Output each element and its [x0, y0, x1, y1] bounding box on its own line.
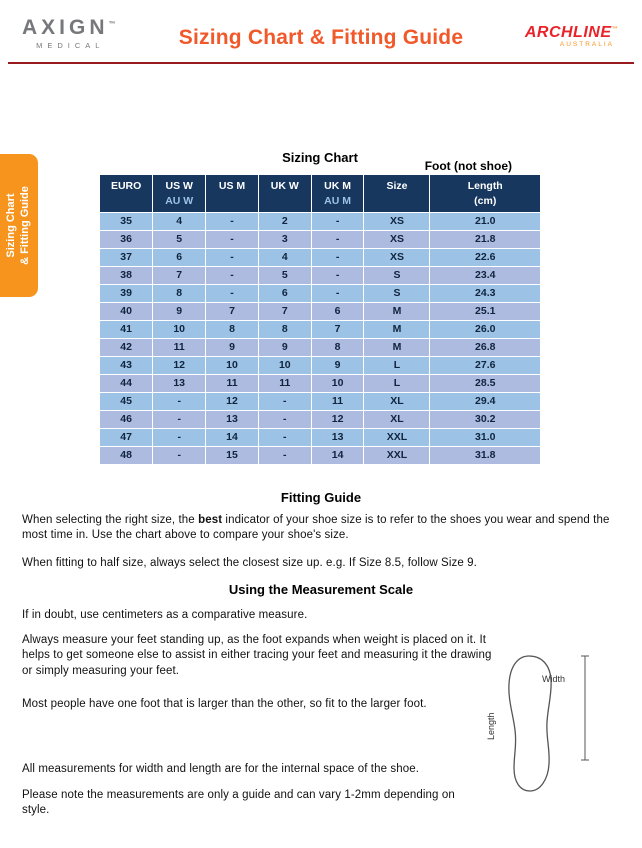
table-cell: XXL: [364, 446, 430, 464]
table-cell: XL: [364, 392, 430, 410]
table-cell: 9: [206, 338, 259, 356]
axign-logo-sub: MEDICAL: [36, 41, 105, 50]
table-cell: 15: [206, 446, 259, 464]
column-header-euro: EURO: [100, 175, 153, 212]
table-cell: 12: [153, 356, 206, 374]
sizing-chart-section: [100, 150, 540, 464]
table-cell: XS: [364, 248, 430, 266]
table-cell: 47: [100, 428, 153, 446]
table-cell: 26.8: [430, 338, 540, 356]
table-row: [100, 302, 540, 320]
table-cell: -: [206, 212, 259, 230]
side-tab: [0, 154, 38, 297]
measurement-paragraph-3: Most people have one foot that is larger than the other, so fit to the larger foot.: [22, 698, 427, 710]
measurement-paragraph-1: If in doubt, use centimeters as a comparative measure.: [22, 609, 308, 621]
table-cell: 4: [258, 248, 311, 266]
table-cell: 13: [153, 374, 206, 392]
table-cell: 5: [258, 266, 311, 284]
table-cell: XXL: [364, 428, 430, 446]
table-cell: -: [206, 248, 259, 266]
table-cell: 7: [206, 302, 259, 320]
column-header-length: Length (cm): [430, 175, 540, 212]
table-cell: 14: [311, 446, 364, 464]
table-cell: -: [206, 266, 259, 284]
table-cell: -: [206, 284, 259, 302]
table-cell: 38: [100, 266, 153, 284]
axign-logo-text: AXIGN: [22, 16, 109, 39]
table-row: [100, 266, 540, 284]
table-cell: 39: [100, 284, 153, 302]
sizing-chart-head: [100, 150, 540, 175]
table-cell: -: [311, 266, 364, 284]
table-cell: 12: [206, 392, 259, 410]
table-cell: -: [206, 230, 259, 248]
table-cell: M: [364, 320, 430, 338]
width-label: Width: [542, 674, 566, 684]
table-cell: 8: [311, 338, 364, 356]
table-cell: 35: [100, 212, 153, 230]
table-cell: 28.5: [430, 374, 540, 392]
table-cell: 43: [100, 356, 153, 374]
table-cell: L: [364, 356, 430, 374]
table-cell: 44: [100, 374, 153, 392]
header-divider: [8, 62, 634, 64]
table-cell: 2: [258, 212, 311, 230]
table-cell: 6: [153, 248, 206, 266]
table-cell: 10: [206, 356, 259, 374]
table-cell: 42: [100, 338, 153, 356]
table-cell: 24.3: [430, 284, 540, 302]
table-cell: 4: [153, 212, 206, 230]
table-cell: 9: [153, 302, 206, 320]
side-tab-label: [0, 154, 38, 297]
table-cell: 3: [258, 230, 311, 248]
table-cell: 45: [100, 392, 153, 410]
sizing-table-body: [100, 212, 540, 464]
table-row: [100, 410, 540, 428]
table-cell: 14: [206, 428, 259, 446]
column-header-uk-m: UK M AU M: [311, 175, 364, 212]
length-label: Length: [486, 712, 496, 740]
table-cell: -: [258, 410, 311, 428]
archline-logo-text: ARCHLINE: [524, 24, 612, 41]
table-cell: -: [153, 446, 206, 464]
table-cell: 41: [100, 320, 153, 338]
table-cell: -: [153, 410, 206, 428]
table-row: [100, 212, 540, 230]
table-row: [100, 248, 540, 266]
sizing-chart-table: [100, 175, 540, 464]
table-cell: 10: [258, 356, 311, 374]
table-cell: 8: [206, 320, 259, 338]
table-cell: 37: [100, 248, 153, 266]
table-cell: 5: [153, 230, 206, 248]
table-cell: -: [311, 248, 364, 266]
table-cell: 26.0: [430, 320, 540, 338]
table-cell: 7: [311, 320, 364, 338]
table-cell: 46: [100, 410, 153, 428]
table-cell: -: [258, 446, 311, 464]
table-cell: -: [153, 428, 206, 446]
table-row: [100, 428, 540, 446]
foot-not-shoe-note: Foot (not shoe): [424, 159, 512, 173]
table-cell: 11: [153, 338, 206, 356]
table-cell: 36: [100, 230, 153, 248]
table-row: [100, 374, 540, 392]
fitting-p1-before: When selecting the right size, the: [22, 514, 199, 526]
table-cell: 29.4: [430, 392, 540, 410]
column-header-us-m: US M: [206, 175, 259, 212]
table-cell: 30.2: [430, 410, 540, 428]
table-row: [100, 230, 540, 248]
table-cell: 25.1: [430, 302, 540, 320]
fitting-p1-bold: best: [198, 514, 223, 526]
table-cell: 10: [153, 320, 206, 338]
column-header-size: Size: [364, 175, 430, 212]
table-cell: 9: [311, 356, 364, 374]
fitting-guide-paragraph-1: [22, 513, 620, 544]
table-cell: XL: [364, 410, 430, 428]
table-row: [100, 392, 540, 410]
table-cell: 13: [206, 410, 259, 428]
table-cell: 9: [258, 338, 311, 356]
table-cell: 21.8: [430, 230, 540, 248]
table-cell: 21.0: [430, 212, 540, 230]
table-cell: -: [311, 212, 364, 230]
table-cell: -: [258, 428, 311, 446]
side-tab-line2: & Fitting Guide: [19, 186, 31, 265]
column-header-uk-w: UK W: [258, 175, 311, 212]
table-cell: 7: [258, 302, 311, 320]
table-cell: XS: [364, 212, 430, 230]
table-cell: 40: [100, 302, 153, 320]
table-cell: L: [364, 374, 430, 392]
archline-logo-sub: AUSTRALIA: [559, 41, 614, 48]
table-cell: 6: [311, 302, 364, 320]
archline-logo-name: [525, 24, 618, 42]
table-cell: S: [364, 284, 430, 302]
table-row: [100, 284, 540, 302]
table-cell: 27.6: [430, 356, 540, 374]
measurement-paragraph-4: All measurements for width and length are for the internal space of the shoe.: [22, 763, 420, 775]
table-header-row: [100, 175, 540, 212]
table-cell: 11: [258, 374, 311, 392]
table-cell: 11: [206, 374, 259, 392]
side-tab-line1: Sizing Chart: [5, 193, 18, 258]
table-cell: M: [364, 338, 430, 356]
archline-trademark: ™: [611, 26, 618, 33]
page-title: Sizing Chart & Fitting Guide: [178, 26, 464, 49]
table-cell: 13: [311, 428, 364, 446]
fitting-p1-after: indicator of your shoe size is to refer to the shoes you wear and spend the most time in. Use the chart above to compare your shoe's size.: [22, 514, 610, 542]
table-row: [100, 356, 540, 374]
column-header-us-w: US W AU W: [153, 175, 206, 212]
table-cell: 7: [153, 266, 206, 284]
fitting-guide-paragraph-2: When fitting to half size, always select the closest size up. e.g. If Size 8.5, follow Size 9.: [22, 557, 477, 569]
fitting-guide-title: Fitting Guide: [280, 490, 362, 505]
table-row: [100, 320, 540, 338]
table-cell: 48: [100, 446, 153, 464]
foot-outline-svg: [482, 648, 600, 798]
table-cell: 6: [258, 284, 311, 302]
table-row: [100, 446, 540, 464]
table-cell: XS: [364, 230, 430, 248]
table-cell: 12: [311, 410, 364, 428]
axign-trademark: ™: [108, 21, 116, 28]
sizing-chart-title: Sizing Chart: [282, 150, 358, 165]
measurement-scale-title: Using the Measurement Scale: [228, 582, 414, 597]
table-cell: -: [258, 392, 311, 410]
table-cell: 23.4: [430, 266, 540, 284]
table-cell: 31.8: [430, 446, 540, 464]
table-cell: -: [311, 230, 364, 248]
table-cell: 31.0: [430, 428, 540, 446]
foot-measurement-diagram: [482, 648, 600, 798]
table-cell: 11: [311, 392, 364, 410]
measurement-paragraph-5: Please note the measurements are only a guide and can vary 1-2mm depending on style.: [22, 789, 455, 817]
table-cell: 22.6: [430, 248, 540, 266]
archline-logo: [525, 24, 618, 48]
table-cell: 8: [153, 284, 206, 302]
measurement-paragraph-2: Always measure your feet standing up, as the foot expands when weight is placed on it. It helps to get someone else to assist in either tracing your feet and measuring it the drawing or simply measuring your feet.: [22, 634, 492, 677]
table-cell: S: [364, 266, 430, 284]
table-cell: 10: [311, 374, 364, 392]
table-cell: M: [364, 302, 430, 320]
table-row: [100, 338, 540, 356]
table-cell: -: [153, 392, 206, 410]
table-cell: 8: [258, 320, 311, 338]
table-cell: -: [311, 284, 364, 302]
